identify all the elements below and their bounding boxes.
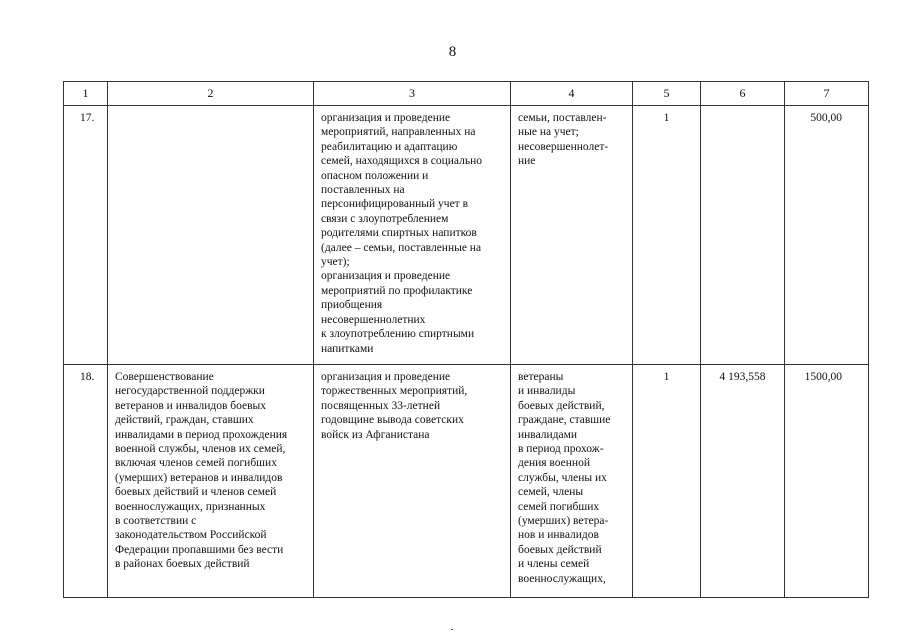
activities-cell	[314, 365, 511, 598]
column-header: 7	[785, 82, 869, 106]
program-name: Совершенствование негосударственной поддержки ветеранов и инвалидов боевых действий, граждан, ставших инвалидами в период прохождения военной службы, членов их семей, включая членов семей погибших (умерших) ветеранов и инвалидов боевых действий и членов семей военнослужащих, признанных в соответствии с законодательством Российской Федерации пропавшими без вести в районах боевых действий	[115, 371, 288, 571]
target-group-cell	[511, 106, 633, 365]
table-row	[64, 106, 869, 365]
column-header: 6	[701, 82, 785, 106]
amount-value: 500,00	[810, 112, 842, 124]
row-number-cell	[64, 365, 108, 598]
page-number: 8	[448, 44, 457, 60]
funding-value: 4 193,558	[719, 371, 766, 383]
target-group-text: ветераны и инвалиды боевых действий, граждане, ставшие инвалидами в период прохож- дения военной службы, члены их семей, члены семей погибших (умерших) ветера- нов и инвалидов боевых действий и члены семей военнослужащих,	[518, 371, 611, 585]
count-value: 1	[663, 112, 670, 124]
scan-speck	[451, 629, 453, 630]
target-group-text: семьи, поставлен- ные на учет; несовершеннолет- ние	[518, 112, 609, 168]
funding-cell	[701, 365, 785, 598]
column-header: 2	[108, 82, 314, 106]
program-name-cell	[108, 365, 314, 598]
program-table	[63, 81, 869, 598]
count-value: 1	[663, 371, 670, 383]
column-header: 5	[633, 82, 701, 106]
table-header-row	[64, 82, 869, 106]
funding-value	[701, 106, 784, 111]
column-header: 4	[511, 82, 633, 106]
program-name-cell	[108, 106, 314, 365]
row-number: 17.	[80, 112, 95, 124]
count-cell	[633, 106, 701, 365]
target-group-cell	[511, 365, 633, 598]
activities-cell	[314, 106, 511, 365]
amount-cell	[785, 106, 869, 365]
amount-cell	[785, 365, 869, 598]
activities-text: организация и проведение мероприятий, направленных на реабилитацию и адаптацию семей, находящихся в социально опасном положении и поставленных на персонифицированный учет в связи с злоупотреблением родителями спиртных напитков (далее – семьи, поставленные на учет); организация и проведение мероприятий по профилактике приобщения несовершеннолетних к злоупотреблению спиртными напитками	[321, 112, 483, 355]
row-number: 18.	[80, 371, 95, 383]
activities-text: организация и проведение торжественных мероприятий, посвященных 33-летней годовщине вывода советских войск из Афганистана	[321, 371, 468, 441]
column-header: 3	[314, 82, 511, 106]
table-row	[64, 365, 869, 598]
column-header: 1	[64, 82, 108, 106]
amount-value: 1500,00	[804, 371, 842, 383]
funding-cell	[701, 106, 785, 365]
row-number-cell	[64, 106, 108, 365]
count-cell	[633, 365, 701, 598]
program-name	[108, 106, 313, 111]
